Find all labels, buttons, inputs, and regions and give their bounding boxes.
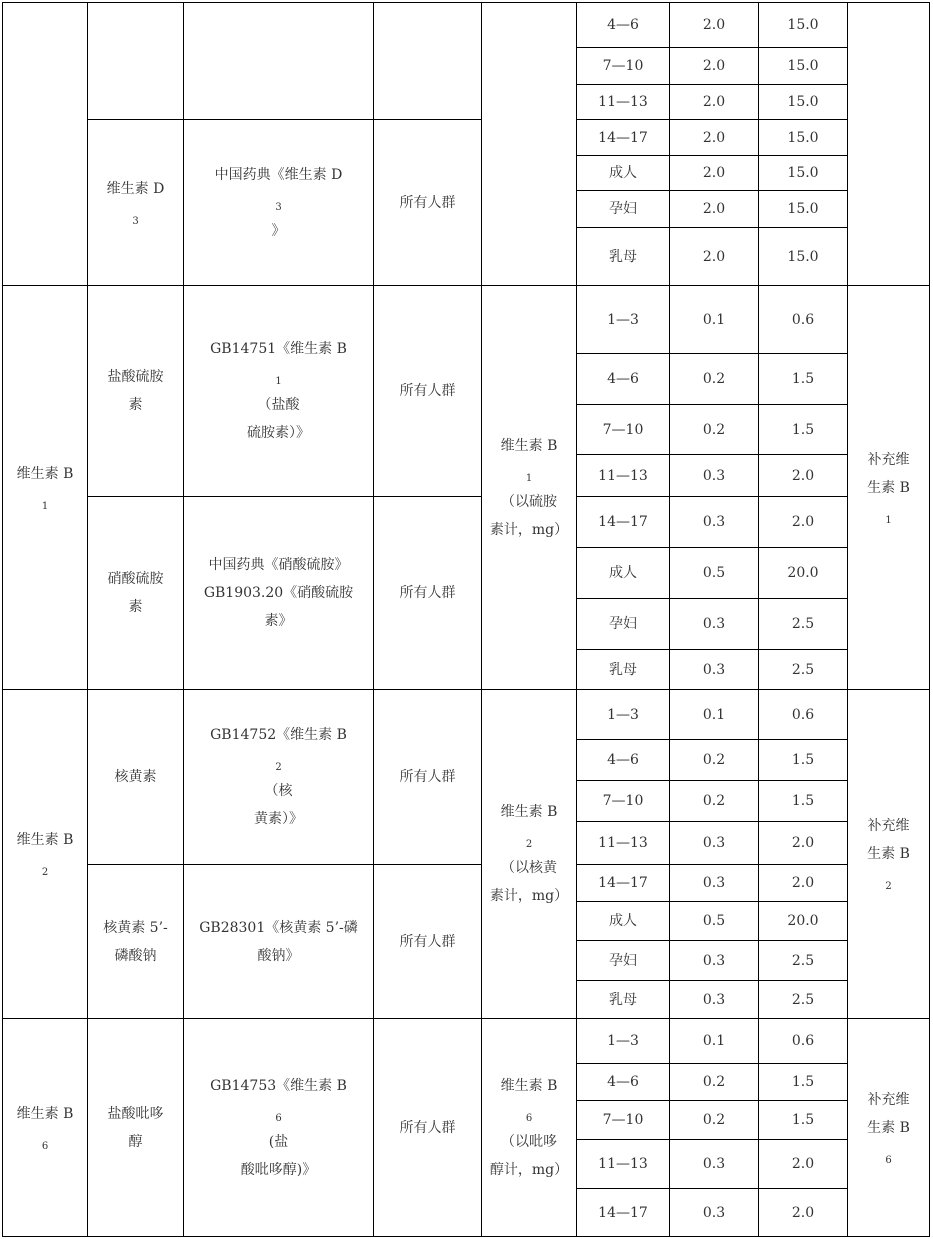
max-value-cell: 2.5 [758,649,848,690]
max-value-cell: 2.5 [758,598,848,650]
compound-name-cell: 核黄素 [87,689,184,865]
min-value-cell: 2.0 [669,155,759,191]
age-cell: 成人 [576,901,670,941]
population-cell [373,2,482,120]
population-cell: 所有人群 [373,496,482,690]
indicator-cell: 维生素 B $_6$ （以吡哆 醇计，mg） [481,1018,577,1237]
age-cell: 11—13 [576,454,670,497]
age-cell: 孕妇 [576,940,670,981]
purpose-cell: 补充维 生素 B $_6$ [847,1018,930,1237]
purpose-cell: 补充维 生素 B $_2$ [847,689,930,1019]
max-value-cell: 2.0 [758,454,848,497]
age-cell: 成人 [576,547,670,599]
min-value-cell: 0.2 [669,353,759,405]
max-value-cell: 15.0 [758,47,848,85]
nutrient-cell: 维生素 B $_6$ [2,1018,88,1237]
age-cell: 14—17 [576,119,670,156]
standard-cell [183,2,374,120]
max-value-cell: 1.5 [758,353,848,405]
max-value-cell: 2.0 [758,1188,848,1237]
min-value-cell: 2.0 [669,2,759,48]
indicator-cell [481,2,577,286]
standard-cell: GB28301《核黄素 5’-磷 酸钠》 [183,864,374,1019]
compound-name-cell: 盐酸吡哆 醇 [87,1018,184,1237]
population-cell: 所有人群 [373,689,482,865]
max-value-cell: 1.5 [758,739,848,781]
max-value-cell: 2.0 [758,821,848,865]
population-cell: 所有人群 [373,1018,482,1237]
purpose-cell: 补充维 生素 B $_1$ [847,285,930,690]
age-cell: 孕妇 [576,190,670,228]
age-cell: 11—13 [576,821,670,865]
min-value-cell: 2.0 [669,119,759,156]
max-value-cell: 0.6 [758,1018,848,1064]
age-cell: 孕妇 [576,598,670,650]
min-value-cell: 2.0 [669,190,759,228]
max-value-cell: 2.5 [758,940,848,981]
min-value-cell: 0.2 [669,739,759,781]
compound-name-cell: 核黄素 5’- 磷酸钠 [87,864,184,1019]
max-value-cell: 2.0 [758,1139,848,1189]
age-cell: 1—3 [576,689,670,740]
min-value-cell: 0.2 [669,404,759,455]
max-value-cell: 15.0 [758,119,848,156]
age-cell: 4—6 [576,739,670,781]
nutrient-cell [2,2,88,286]
max-value-cell: 0.6 [758,689,848,740]
max-value-cell: 1.5 [758,780,848,822]
age-cell: 成人 [576,155,670,191]
min-value-cell: 0.1 [669,1018,759,1064]
min-value-cell: 0.3 [669,980,759,1019]
age-cell: 7—10 [576,780,670,822]
min-value-cell: 0.3 [669,454,759,497]
indicator-cell: 维生素 B $_2$ （以核黄 素计，mg） [481,689,577,1019]
population-cell: 所有人群 [373,285,482,497]
age-cell: 1—3 [576,285,670,354]
max-value-cell: 2.0 [758,496,848,548]
min-value-cell: 0.5 [669,547,759,599]
compound-name-cell: 硝酸硫胺 素 [87,496,184,690]
max-value-cell: 15.0 [758,190,848,228]
min-value-cell: 0.2 [669,1063,759,1101]
min-value-cell: 0.3 [669,821,759,865]
min-value-cell: 0.3 [669,1139,759,1189]
age-cell: 11—13 [576,1139,670,1189]
min-value-cell: 0.3 [669,649,759,690]
purpose-cell [847,2,930,286]
standard-cell: 中国药典《硝酸硫胺》 GB1903.20《硝酸硫胺 素》 [183,496,374,690]
age-cell: 7—10 [576,1100,670,1140]
compound-name-cell [87,2,184,120]
max-value-cell: 1.5 [758,1063,848,1101]
compound-name-cell: 盐酸硫胺 素 [87,285,184,497]
age-cell: 4—6 [576,2,670,48]
age-cell: 4—6 [576,353,670,405]
indicator-cell: 维生素 B $_1$ （以硫胺 素计，mg） [481,285,577,690]
min-value-cell: 0.5 [669,901,759,941]
max-value-cell: 2.5 [758,980,848,1019]
age-cell: 4—6 [576,1063,670,1101]
max-value-cell: 20.0 [758,547,848,599]
age-cell: 14—17 [576,496,670,548]
max-value-cell: 15.0 [758,155,848,191]
min-value-cell: 0.2 [669,1100,759,1140]
standard-cell: GB14753《维生素 B $_6$ (盐 酸吡哆醇)》 [183,1018,374,1237]
min-value-cell: 0.3 [669,1188,759,1237]
min-value-cell: 2.0 [669,47,759,85]
age-cell: 乳母 [576,227,670,286]
min-value-cell: 0.3 [669,598,759,650]
age-cell: 7—10 [576,47,670,85]
max-value-cell: 0.6 [758,285,848,354]
max-value-cell: 15.0 [758,2,848,48]
max-value-cell: 2.0 [758,864,848,902]
max-value-cell: 1.5 [758,1100,848,1140]
max-value-cell: 20.0 [758,901,848,941]
min-value-cell: 0.3 [669,496,759,548]
age-cell: 7—10 [576,404,670,455]
min-value-cell: 2.0 [669,84,759,120]
age-cell: 乳母 [576,980,670,1019]
min-value-cell: 0.1 [669,285,759,354]
max-value-cell: 15.0 [758,227,848,286]
age-cell: 1—3 [576,1018,670,1064]
min-value-cell: 0.2 [669,780,759,822]
max-value-cell: 1.5 [758,404,848,455]
age-cell: 14—17 [576,1188,670,1237]
nutrient-cell: 维生素 B $_1$ [2,285,88,690]
min-value-cell: 0.3 [669,940,759,981]
min-value-cell: 0.1 [669,689,759,740]
max-value-cell: 15.0 [758,84,848,120]
compound-name-cell: 维生素 D $_3$ [87,119,184,286]
population-cell: 所有人群 [373,119,482,286]
population-cell: 所有人群 [373,864,482,1019]
age-cell: 14—17 [576,864,670,902]
nutrient-cell: 维生素 B $_2$ [2,689,88,1019]
age-cell: 乳母 [576,649,670,690]
standard-cell: GB14751《维生素 B $_1$ （盐酸 硫胺素）》 [183,285,374,497]
standard-cell: GB14752《维生素 B $_2$ （核 黄素）》 [183,689,374,865]
min-value-cell: 0.3 [669,864,759,902]
standard-cell: 中国药典《维生素 D $_3$ 》 [183,119,374,286]
min-value-cell: 2.0 [669,227,759,286]
age-cell: 11—13 [576,84,670,120]
